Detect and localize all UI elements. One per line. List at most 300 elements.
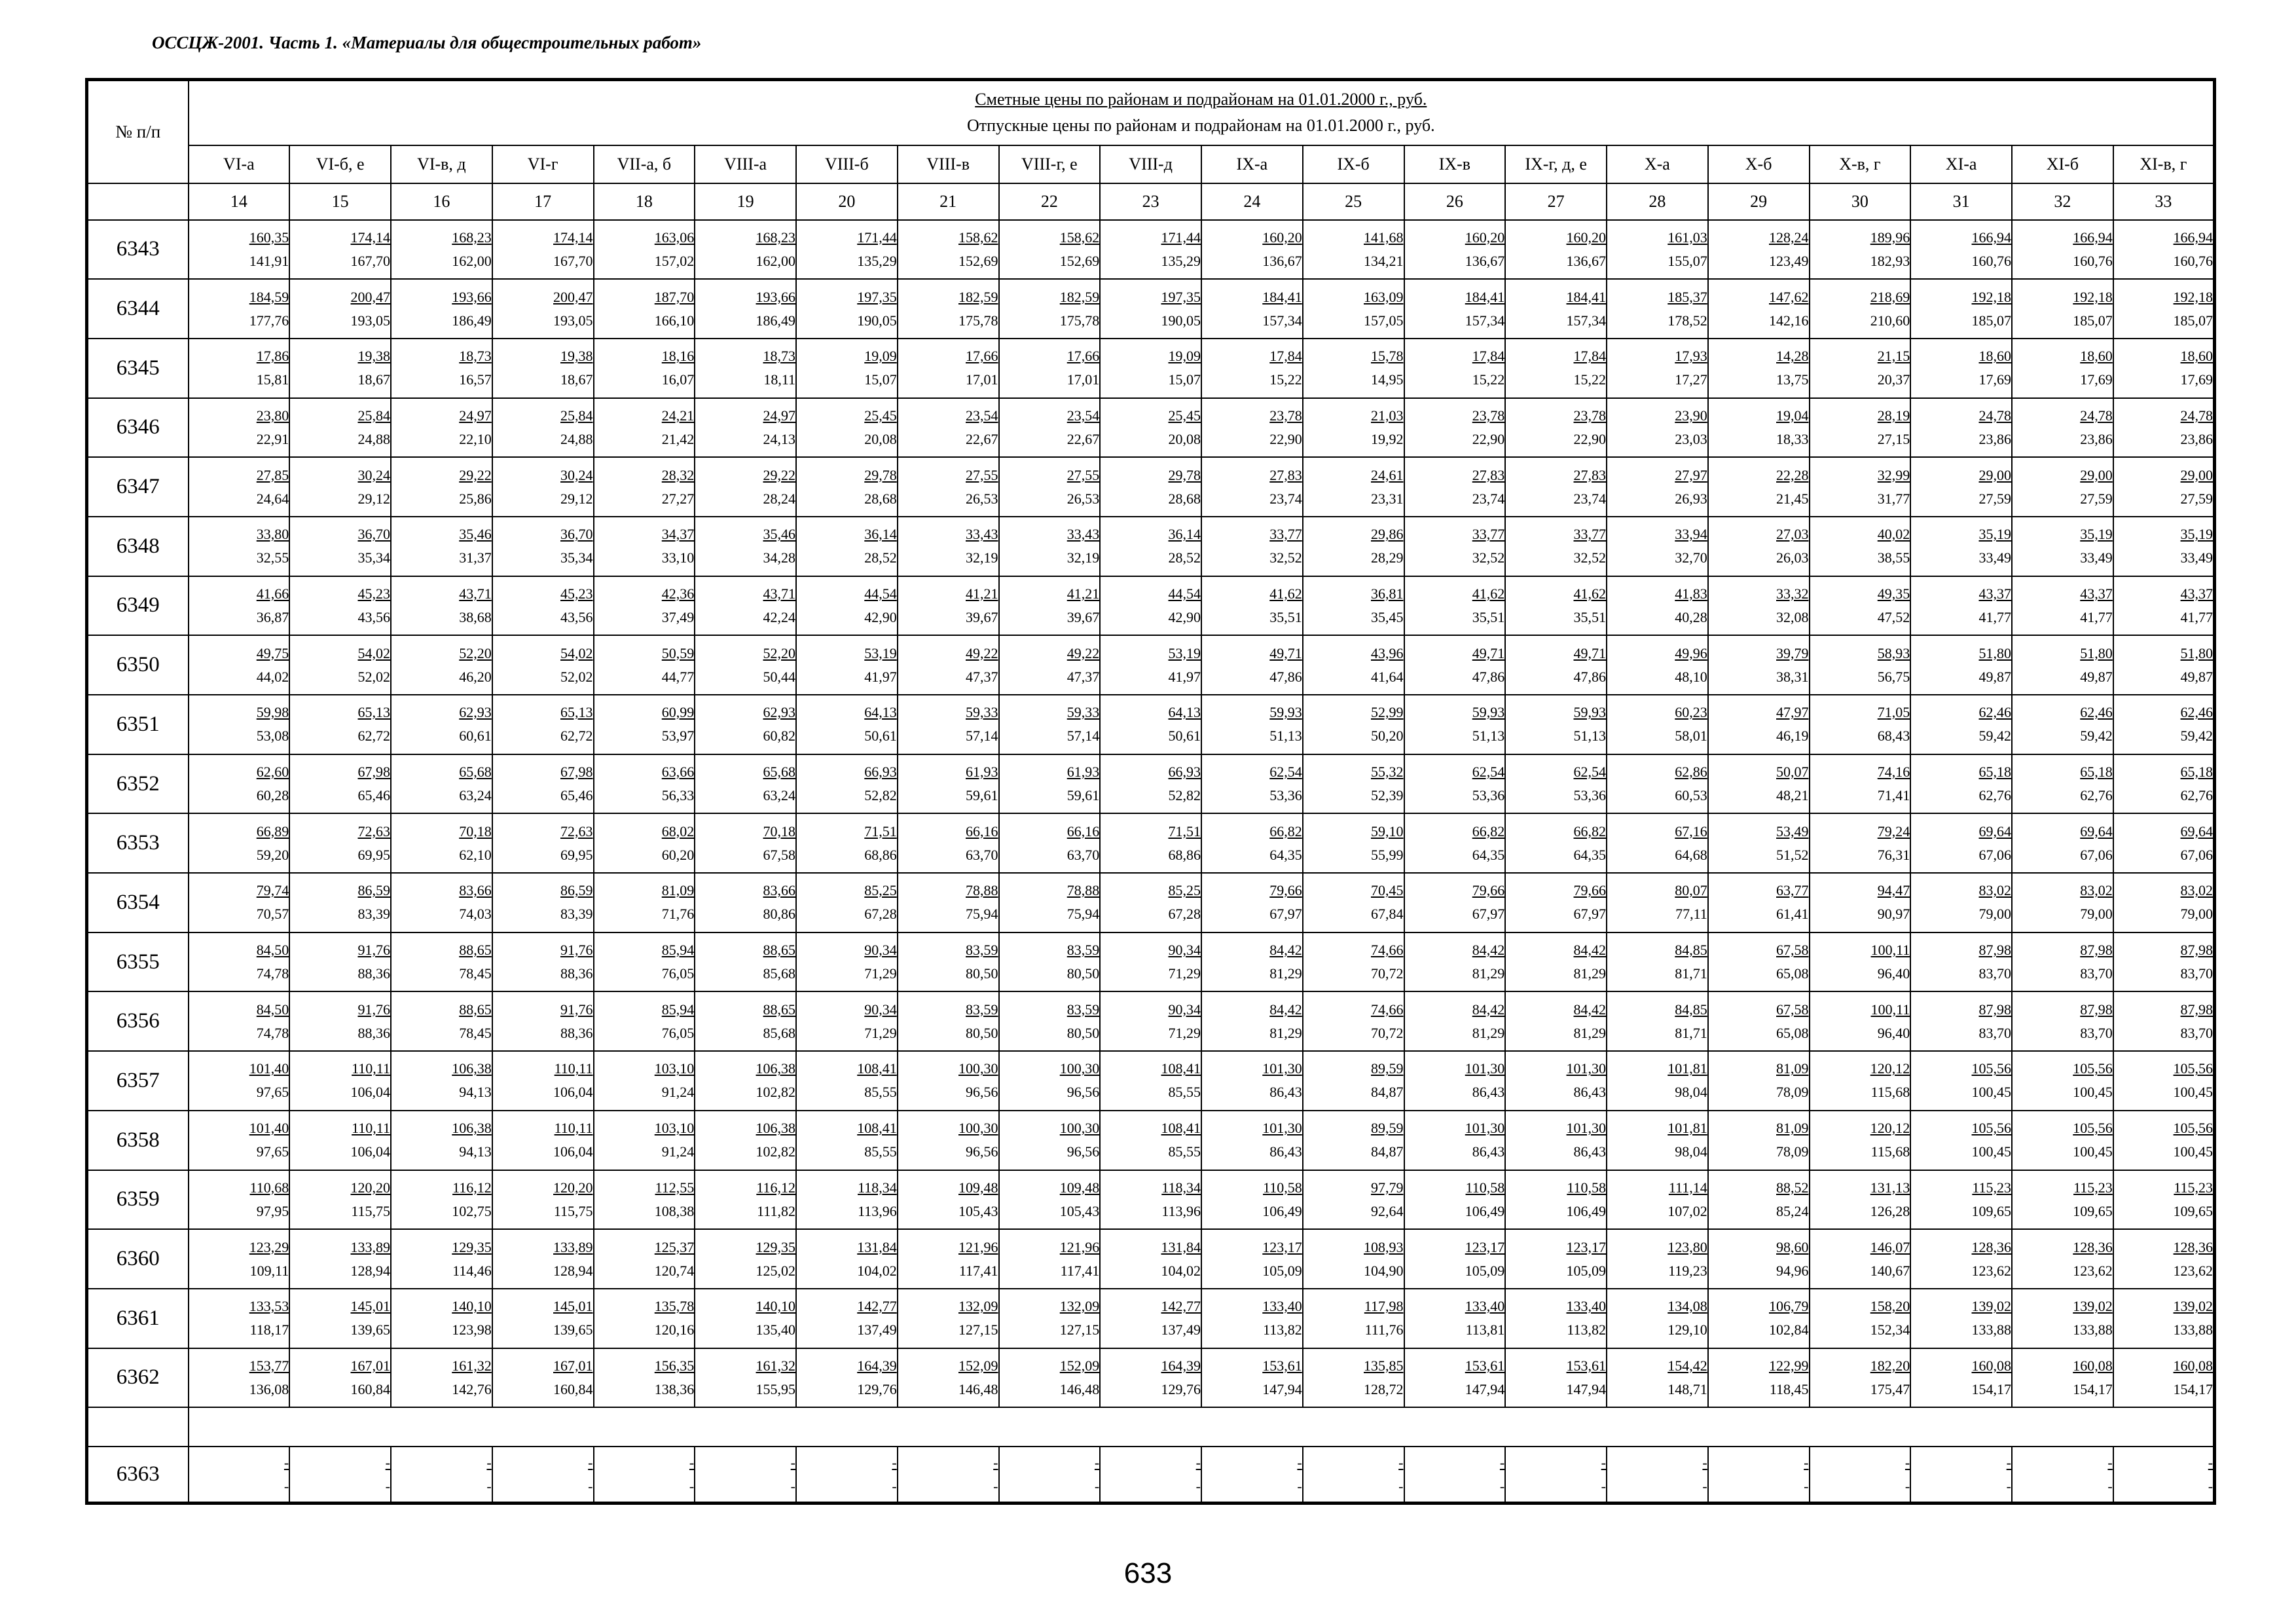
release-price: - [1904, 1477, 1910, 1494]
release-price: 81,29 [1472, 1024, 1505, 1041]
estimate-price: 24,61 [1371, 466, 1404, 483]
estimate-price: 108,41 [1161, 1120, 1201, 1137]
release-price: 109,65 [2073, 1202, 2113, 1219]
price-cell [391, 813, 492, 873]
price-cell [1404, 398, 1506, 458]
estimate-price: 128,36 [2173, 1238, 2214, 1255]
estimate-price: 43,37 [1978, 585, 2011, 602]
price-cell [1708, 1111, 1810, 1170]
price-cell [1810, 398, 1911, 458]
price-cell [1303, 517, 1404, 576]
estimate-price: 81,09 [1776, 1060, 1809, 1077]
price-cell [1910, 813, 2012, 873]
estimate-price: 105,56 [2073, 1120, 2113, 1137]
release-price: 81,71 [1675, 965, 1707, 982]
release-price: 18,33 [1776, 430, 1809, 447]
estimate-price: 59,33 [1066, 704, 1100, 721]
price-cell [1505, 873, 1607, 932]
price-cell [1303, 813, 1404, 873]
price-cell [1100, 576, 1201, 636]
release-price: 83,39 [560, 906, 593, 923]
estimate-price: 65,18 [2080, 764, 2113, 781]
release-price: 105,43 [958, 1202, 998, 1219]
column-number: 24 [1201, 183, 1303, 220]
release-price: 85,24 [1776, 1202, 1809, 1219]
price-cell [695, 695, 796, 754]
estimate-price: 156,35 [654, 1357, 695, 1374]
release-price: - [1297, 1477, 1302, 1494]
estimate-price: 84,85 [1675, 1001, 1707, 1018]
estimate-price: 66,93 [1168, 764, 1201, 781]
number-column-header: № п/п [87, 80, 189, 183]
price-cell [1303, 1289, 1404, 1348]
estimate-price: 43,96 [1371, 644, 1404, 661]
price-cell [1708, 398, 1810, 458]
release-price: 128,72 [1364, 1380, 1404, 1397]
estimate-price: 101,40 [249, 1060, 289, 1077]
estimate-price: 84,50 [256, 942, 289, 959]
release-price: 41,77 [1978, 608, 2011, 625]
price-cell [492, 813, 594, 873]
estimate-price: 83,66 [763, 882, 795, 899]
price-cell [1505, 1229, 1607, 1289]
release-price: 80,86 [763, 906, 795, 923]
release-price: 28,52 [864, 549, 897, 566]
release-price: 53,36 [1573, 787, 1606, 804]
column-number: 27 [1505, 183, 1607, 220]
estimate-price: 74,66 [1371, 1001, 1404, 1018]
release-price: 135,29 [1161, 252, 1201, 269]
price-cell [492, 339, 594, 398]
price-cell [1708, 1051, 1810, 1111]
estimate-price: 59,10 [1371, 822, 1404, 840]
release-price: 26,03 [1776, 549, 1809, 566]
column-number: 31 [1910, 183, 2012, 220]
price-cell [695, 1051, 796, 1111]
column-number: 19 [695, 183, 796, 220]
price-cell [1505, 517, 1607, 576]
price-cell [1201, 398, 1303, 458]
release-price: - [588, 1477, 593, 1494]
price-cell [1810, 754, 1911, 814]
price-cell [898, 635, 999, 695]
estimate-price: 83,66 [459, 882, 492, 899]
release-price: 52,39 [1371, 787, 1404, 804]
price-cell [1100, 1170, 1201, 1230]
estimate-price: - [385, 1454, 390, 1471]
price-cell [2113, 754, 2215, 814]
release-price: 18,67 [357, 371, 390, 388]
release-price: 71,29 [864, 1024, 897, 1041]
estimate-price: 71,05 [1877, 704, 1910, 721]
estimate-price: 44,54 [1168, 585, 1201, 602]
estimate-price: - [2208, 1454, 2214, 1471]
row-number: 6354 [87, 873, 189, 932]
price-cell [1505, 754, 1607, 814]
release-price: 125,02 [756, 1262, 795, 1279]
release-price: 160,76 [2173, 252, 2214, 269]
release-price: 100,45 [1971, 1143, 2011, 1160]
release-price: 56,33 [661, 787, 695, 804]
estimate-price: 141,68 [1364, 229, 1404, 246]
release-price: 190,05 [857, 312, 897, 329]
release-price: 65,46 [560, 787, 593, 804]
release-price: 67,06 [1978, 846, 2011, 863]
table-row [87, 1051, 2215, 1111]
price-cell [1607, 991, 1708, 1051]
estimate-price: 79,66 [1472, 882, 1505, 899]
estimate-price: 122,99 [1769, 1357, 1809, 1374]
release-price: 160,76 [1971, 252, 2011, 269]
price-cell [2012, 1348, 2113, 1408]
row-number: 6360 [87, 1229, 189, 1289]
price-cell [1505, 1447, 1607, 1503]
price-cell [695, 1447, 796, 1503]
release-price: 147,94 [1465, 1380, 1505, 1397]
estimate-price: 62,46 [2080, 704, 2113, 721]
price-cell [2012, 813, 2113, 873]
release-price: 109,65 [1971, 1202, 2011, 1219]
release-price: 94,13 [459, 1143, 492, 1160]
price-cell [999, 932, 1101, 992]
release-price: 74,03 [459, 906, 492, 923]
price-cell [289, 1051, 391, 1111]
column-number: 20 [796, 183, 898, 220]
estimate-price: 89,59 [1371, 1120, 1404, 1137]
price-cell [999, 1289, 1101, 1348]
price-cell [2012, 576, 2113, 636]
estimate-price: 106,38 [452, 1060, 492, 1077]
release-price: 55,99 [1371, 846, 1404, 863]
price-cell [391, 1447, 492, 1503]
estimate-price: 36,70 [357, 526, 390, 543]
price-cell [898, 1348, 999, 1408]
price-cell [594, 991, 695, 1051]
estimate-price: - [486, 1454, 492, 1471]
release-price: 83,70 [1978, 1024, 2011, 1041]
estimate-price: 36,14 [1168, 526, 1201, 543]
table-row [87, 1170, 2215, 1230]
estimate-price: 88,52 [1776, 1179, 1809, 1196]
release-price: 71,29 [1168, 965, 1201, 982]
release-price: - [790, 1477, 795, 1494]
release-price: - [2107, 1477, 2113, 1494]
price-cell [189, 1170, 290, 1230]
release-price: 14,95 [1371, 371, 1404, 388]
price-cell [189, 576, 290, 636]
release-price: 85,68 [763, 1024, 795, 1041]
release-price: 69,95 [560, 846, 593, 863]
estimate-price: 27,55 [1066, 466, 1100, 483]
price-cell [1708, 457, 1810, 517]
release-price: 128,94 [350, 1262, 390, 1279]
price-cell [492, 695, 594, 754]
release-price: 41,77 [2080, 608, 2113, 625]
estimate-price: 123,17 [1262, 1238, 1302, 1255]
price-cell [1708, 220, 1810, 280]
table-row [87, 1289, 2215, 1348]
estimate-price: - [1601, 1454, 1606, 1471]
estimate-price: - [1195, 1454, 1201, 1471]
price-cell [1100, 398, 1201, 458]
estimate-price: 44,54 [864, 585, 897, 602]
estimate-price: 152,09 [958, 1357, 998, 1374]
estimate-price: 160,08 [1971, 1357, 2011, 1374]
estimate-price: 67,58 [1776, 1001, 1809, 1018]
row-number: 6361 [87, 1289, 189, 1348]
price-cell [1910, 220, 2012, 280]
estimate-price: 218,69 [1870, 288, 1910, 305]
price-cell [1910, 754, 2012, 814]
price-cell [1303, 635, 1404, 695]
price-cell [1201, 991, 1303, 1051]
estimate-price: 166,94 [1971, 229, 2011, 246]
price-cell [2012, 1051, 2113, 1111]
release-price: 46,19 [1776, 728, 1809, 745]
column-number: 25 [1303, 183, 1404, 220]
release-price: 84,87 [1371, 1143, 1404, 1160]
estimate-price: 174,14 [553, 229, 593, 246]
release-price: 104,90 [1364, 1262, 1404, 1279]
estimate-price: - [1904, 1454, 1910, 1471]
price-cell [1100, 932, 1201, 992]
release-price: 68,86 [864, 846, 897, 863]
estimate-price: 67,98 [560, 764, 593, 781]
estimate-price: 69,64 [2080, 822, 2113, 840]
table-row [87, 1348, 2215, 1408]
estimate-price: 110,11 [554, 1060, 593, 1077]
estimate-price: 18,60 [1978, 348, 2011, 365]
release-price: 83,70 [2180, 1024, 2214, 1041]
price-cell [189, 220, 290, 280]
estimate-price: 23,78 [1269, 407, 1302, 424]
release-price: 123,98 [452, 1321, 492, 1338]
release-price: 81,29 [1269, 1024, 1302, 1041]
price-cell [695, 457, 796, 517]
price-cell [492, 932, 594, 992]
estimate-price: 41,62 [1269, 585, 1302, 602]
release-price: 64,68 [1675, 846, 1707, 863]
release-price: 32,52 [1472, 549, 1505, 566]
release-price: - [1195, 1477, 1201, 1494]
estimate-price: 45,23 [560, 585, 593, 602]
price-cell [1910, 1051, 2012, 1111]
estimate-price: 133,40 [1262, 1298, 1302, 1315]
price-cell [1100, 1348, 1201, 1408]
release-price: 47,86 [1269, 668, 1302, 685]
release-price: 190,05 [1161, 312, 1201, 329]
release-price: 60,61 [459, 728, 492, 745]
price-cell [1303, 457, 1404, 517]
price-cell [695, 932, 796, 992]
price-cell [1810, 1447, 1911, 1503]
price-cell [594, 339, 695, 398]
release-price: 109,65 [2173, 1202, 2214, 1219]
estimate-price: 182,59 [958, 288, 998, 305]
release-price: 113,96 [858, 1202, 897, 1219]
release-price: 177,76 [249, 312, 289, 329]
price-cell [999, 695, 1101, 754]
price-cell [289, 932, 391, 992]
district-header: IX-г, д, е [1505, 145, 1607, 183]
estimate-price: 33,77 [1573, 526, 1606, 543]
release-price: 155,07 [1667, 252, 1707, 269]
release-price: 15,81 [256, 371, 289, 388]
estimate-price: 132,09 [958, 1298, 998, 1315]
release-price: - [892, 1477, 897, 1494]
release-price: 42,24 [763, 608, 795, 625]
price-cell [1303, 1348, 1404, 1408]
price-cell [2012, 695, 2113, 754]
estimate-price: 128,36 [1971, 1238, 2011, 1255]
release-price: 63,24 [459, 787, 492, 804]
estimate-price: 153,61 [1566, 1357, 1606, 1374]
price-cell [999, 339, 1101, 398]
price-cell [1708, 635, 1810, 695]
release-price: 85,55 [864, 1084, 897, 1101]
price-cell [594, 813, 695, 873]
release-price: 80,50 [966, 1024, 998, 1041]
estimate-price: 91,76 [357, 1001, 390, 1018]
estimate-price: 85,94 [661, 942, 695, 959]
estimate-price: 41,83 [1675, 585, 1707, 602]
price-cell [796, 932, 898, 992]
price-cell [695, 635, 796, 695]
release-price: 28,29 [1371, 549, 1404, 566]
release-price: 48,10 [1675, 668, 1707, 685]
estimate-price: 61,93 [1066, 764, 1100, 781]
price-cell [189, 1289, 290, 1348]
release-price: 86,43 [1269, 1084, 1302, 1101]
price-cell [1607, 1051, 1708, 1111]
estimate-price: 60,99 [661, 704, 695, 721]
price-cell [1404, 457, 1506, 517]
release-price: 64,35 [1472, 846, 1505, 863]
release-price: 133,88 [2173, 1321, 2214, 1338]
price-cell [1505, 932, 1607, 992]
estimate-price: 133,89 [553, 1238, 593, 1255]
estimate-price: 49,22 [966, 644, 998, 661]
estimate-price: 33,77 [1472, 526, 1505, 543]
release-price: 74,78 [256, 965, 289, 982]
price-cell [1201, 813, 1303, 873]
release-price: 111,76 [1364, 1321, 1404, 1338]
estimate-price: 29,78 [1168, 466, 1201, 483]
release-price: 17,01 [1066, 371, 1100, 388]
release-price: 60,82 [763, 728, 795, 745]
release-price: - [1094, 1477, 1100, 1494]
release-price: 59,61 [1066, 787, 1100, 804]
release-price: 160,76 [2073, 252, 2113, 269]
price-cell [1404, 695, 1506, 754]
release-price: 41,97 [864, 668, 897, 685]
price-cell [1404, 220, 1506, 280]
estimate-price: 27,83 [1269, 466, 1302, 483]
price-cell [391, 932, 492, 992]
release-price: 47,37 [1066, 668, 1100, 685]
release-price: 56,75 [1877, 668, 1910, 685]
release-price: 63,70 [966, 846, 998, 863]
price-cell [898, 813, 999, 873]
estimate-price: 164,39 [857, 1357, 897, 1374]
district-header: X-а [1607, 145, 1708, 183]
estimate-price: 43,37 [2080, 585, 2113, 602]
release-price: 91,24 [661, 1084, 695, 1101]
price-cell [1505, 695, 1607, 754]
release-price: 52,82 [1168, 787, 1201, 804]
price-table [85, 78, 2216, 1505]
release-price: 167,70 [350, 252, 390, 269]
estimate-price: 187,70 [654, 288, 695, 305]
release-price: 50,61 [1168, 728, 1201, 745]
release-price: 114,46 [452, 1262, 492, 1279]
price-cell [289, 279, 391, 339]
estimate-price: 53,49 [1776, 822, 1809, 840]
estimate-price: 123,29 [249, 1238, 289, 1255]
price-cell [1100, 1051, 1201, 1111]
release-price: 17,69 [1978, 371, 2011, 388]
release-price: 60,53 [1675, 787, 1707, 804]
price-cell [492, 398, 594, 458]
price-cell [1100, 813, 1201, 873]
release-price: 97,65 [256, 1084, 289, 1101]
price-cell [391, 279, 492, 339]
estimate-price: 120,20 [553, 1179, 593, 1196]
table-row [87, 754, 2215, 814]
price-cell [594, 695, 695, 754]
release-price: 137,49 [857, 1321, 897, 1338]
release-price: 32,52 [1269, 549, 1302, 566]
estimate-price: 83,59 [966, 942, 998, 959]
release-price: 113,82 [1567, 1321, 1606, 1338]
release-price: 23,74 [1573, 490, 1606, 507]
price-cell [1303, 279, 1404, 339]
price-cell [1505, 1051, 1607, 1111]
district-header: IX-в [1404, 145, 1506, 183]
release-price: 86,43 [1573, 1143, 1606, 1160]
price-cell [1708, 339, 1810, 398]
estimate-price: 160,20 [1465, 229, 1505, 246]
table-row [87, 517, 2215, 576]
price-cell [999, 635, 1101, 695]
price-cell [1810, 1051, 1911, 1111]
release-price: 53,08 [256, 728, 289, 745]
release-price: 65,08 [1776, 1024, 1809, 1041]
release-price: 152,69 [1059, 252, 1100, 269]
price-cell [2012, 932, 2113, 992]
estimate-price: 53,19 [1168, 644, 1201, 661]
release-price: 35,34 [357, 549, 390, 566]
estimate-price: 49,35 [1877, 585, 1910, 602]
estimate-price: 27,83 [1472, 466, 1505, 483]
release-price: 140,67 [1870, 1262, 1910, 1279]
release-price: 75,94 [966, 906, 998, 923]
price-cell [796, 1111, 898, 1170]
release-price: 102,75 [452, 1202, 492, 1219]
estimate-price: 79,74 [256, 882, 289, 899]
estimate-price: 116,12 [756, 1179, 795, 1196]
release-price: 42,90 [864, 608, 897, 625]
release-price: 107,02 [1667, 1202, 1707, 1219]
release-price: 22,67 [1066, 430, 1100, 447]
price-cell [492, 576, 594, 636]
release-price: - [689, 1477, 695, 1494]
release-price: 84,87 [1371, 1084, 1404, 1101]
release-price: 123,62 [2173, 1262, 2214, 1279]
price-cell [2113, 1348, 2215, 1408]
release-price: 50,44 [763, 668, 795, 685]
estimate-price: 91,76 [357, 942, 390, 959]
